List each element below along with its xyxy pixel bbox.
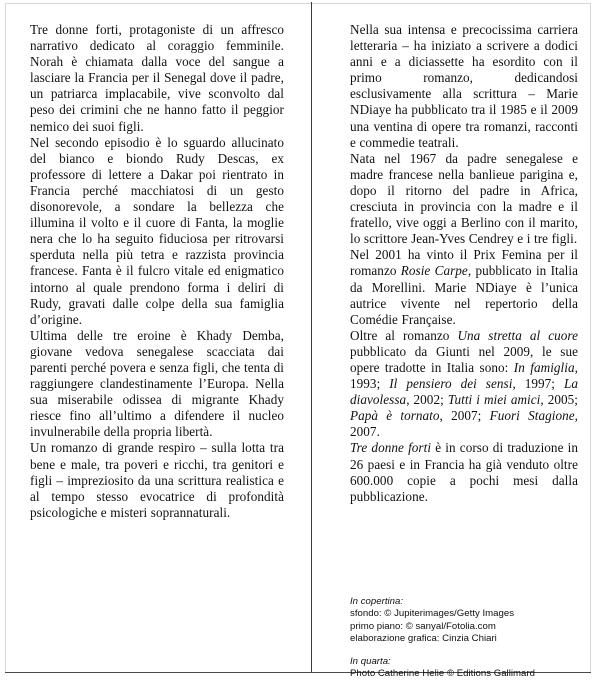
credit-line: sfondo: © Jupiterimages/Getty Images <box>350 608 515 620</box>
credit-line: Photo Catherine Helie © Editions Gallimard <box>350 668 535 680</box>
paragraph: Nel 2001 ha vinto il Prix Femina per il romanzo Rosie Carpe, pubblicato in Italia da Morellini. Marie NDiaye è l’unica autrice vivente nel repertorio della Comédie Française. <box>350 247 578 327</box>
credit-block-copertina <box>350 596 580 646</box>
column-divider-rule <box>311 2 312 672</box>
paragraph: Nata nel 1967 da padre senegalese e madre francese nella banlieue parigina e, dopo il ritorno del padre in Africa, cresciuta in provincia con la madre e il fratello, vive oggi a Berlino con il marito, lo scrittore Jean-Yves Cendrey e i tre figli. <box>350 150 578 247</box>
paragraph: Oltre al romanzo Una stretta al cuore pubblicato da Giunti nel 2009, le sue opere tradotte in Italia sono: In famiglia, 1993; Il pensiero dei sensi, 1997; La diavolessa, 2002; Tutti i miei amici, 2005; Papà è tornato, 2007; Fuori Stagione, 2007. <box>350 327 579 440</box>
paragraph: Ultima delle tre eroine è Khady Demba, giovane vedova senegalese scacciata dai parenti perché povera e senza figli, che tenta di raggiungere clandestinamente l’Europa. Nella sua miserabile odissea di migrante Khady riesce fino all’ultimo a difendere il nucleo invulnerabile della propria libertà. <box>30 327 284 440</box>
paragraph: Tre donne forti è in corso di traduzione in 26 paesi e in Francia ha già venduto oltre 600.000 copie a pochi mesi dalla pubblicazione. <box>350 440 578 504</box>
credit-line: elaborazione grafica: Cinzia Chiari <box>350 633 497 645</box>
credit-heading: In copertina: <box>350 596 404 607</box>
paragraph: Nel secondo episodio è lo sguardo allucinato del bianco e biondo Rudy Descas, ex professore di lettere a Dakar poi rientrato in Francia perché macchiatosi di un gesto disonorevole, a sondare la bellezza che illumina il volto e il cuore di Fanta, la moglie nera che lo ha seguito fiduciosa per ritrovarsi sperduta nella più tetra e razzista provincia francese. Fanta è il fulcro vitale ed enigmatico intorno al quale prendono forma i deliri di Rudy, gravati dalle colpe della sua famiglia d’origine. <box>30 134 284 327</box>
cover-credits-block <box>350 596 580 680</box>
paragraph: Nella sua intensa e precocissima carriera letteraria – ha iniziato a scrivere a dodici anni e a diciassette ha esordito con il primo romanzo, dedicandosi esclusivamente alla scrittura – Marie NDiaye ha pubblicato tra il 1985 e il 2009 una ventina di opere tra romanzi, racconti e commedie teatrali. <box>350 22 578 150</box>
right-text-column <box>350 22 578 505</box>
credit-heading: In quarta: <box>350 655 391 667</box>
paragraph: Tre donne forti, protagoniste di un affresco narrativo dedicato al coraggio femminile. Norah è chiamata dalla voce del sangue a lasciare la Francia per il Senegal dove il padre, un patriarca implacabile, vive sconvolto dal peso dei crimini che ne hanno fatto il peggior nemico dei suoi figli. <box>30 22 284 134</box>
left-text-column <box>30 22 284 521</box>
credit-block-quarta <box>350 656 580 681</box>
paragraph: Un romanzo di grande respiro – sulla lotta tra bene e male, tra poveri e ricchi, tra genitori e figli – impreziosito da una scrittura realistica e al tempo stesso evocatrice di profondità psicologiche e misteri soprannaturali. <box>30 440 284 520</box>
credit-line: primo piano: © sanyal/Fotolia.com <box>350 620 496 632</box>
